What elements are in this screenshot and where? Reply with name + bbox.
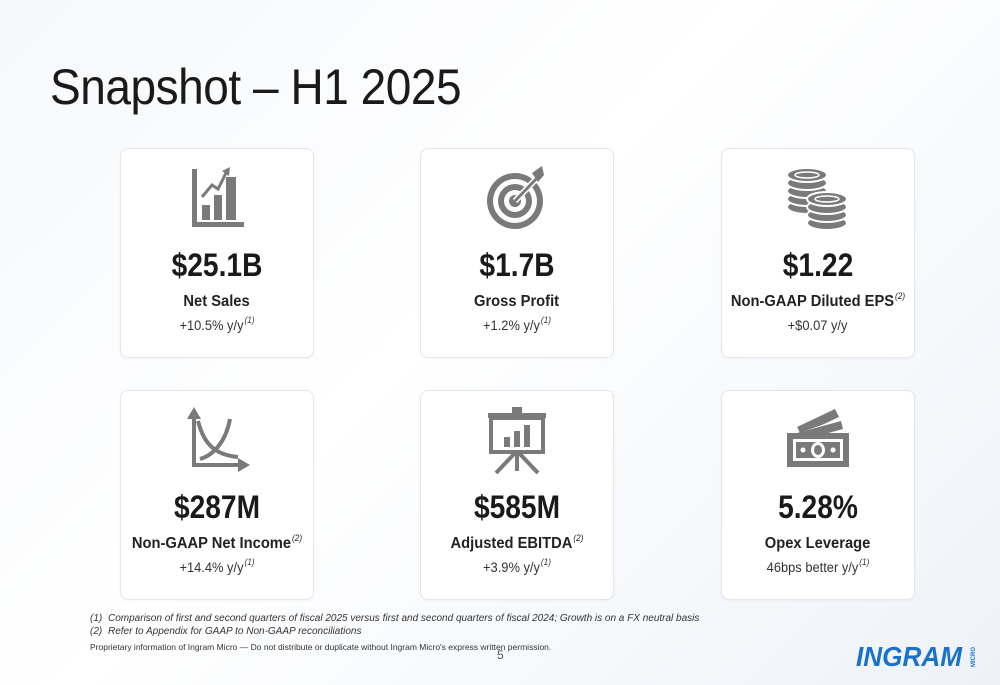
- disclaimer: Proprietary information of Ingram Micro — Do not distribute or duplicate without Ingram Micro's express written permission.: [90, 642, 552, 652]
- cash-bills-icon: [783, 405, 853, 475]
- coins-icon: [783, 163, 853, 233]
- bar-chart-growth-icon: [182, 163, 252, 233]
- footnote-text: Refer to Appendix for GAAP to Non-GAAP reconciliations: [108, 626, 362, 637]
- metric-label: Non-GAAP Diluted EPS: [730, 293, 895, 310]
- metric-footnote-ref: (2): [573, 533, 584, 543]
- metric-label: Net Sales: [183, 293, 250, 310]
- metric-change: 46bps better y/y: [766, 559, 859, 575]
- metric-label: Gross Profit: [474, 293, 560, 310]
- metric-card-adjusted-ebitda: [420, 390, 614, 600]
- metric-label: Non-GAAP Net Income: [131, 535, 292, 552]
- footnote-text: Comparison of first and second quarters of fiscal 2025 versus first and second quarters of fiscal 2024; Growth is on a FX neutral basis: [108, 613, 700, 624]
- metric-card-opex-leverage: [721, 390, 915, 600]
- svg-text:INGRAM: INGRAM: [856, 641, 963, 670]
- svg-text:MICRO: MICRO: [971, 647, 977, 667]
- metric-label: Opex Leverage: [764, 535, 871, 552]
- presentation-board-icon: [482, 405, 552, 475]
- footnote-number: (1): [90, 613, 103, 624]
- metric-change: +3.9% y/y: [483, 559, 540, 575]
- metric-value: $1.7B: [479, 247, 555, 283]
- change-footnote-ref: (1): [540, 315, 551, 325]
- change-footnote-ref: (1): [244, 557, 255, 567]
- metric-value: $1.22: [782, 247, 854, 283]
- footnote-number: (2): [90, 626, 103, 637]
- metric-value: $287M: [173, 489, 261, 525]
- metric-card-diluted-eps: [721, 148, 915, 358]
- ingram-micro-logo: [856, 640, 980, 670]
- footnote-2: [90, 625, 699, 638]
- metric-value: $585M: [473, 489, 561, 525]
- metric-change: +14.4% y/y: [179, 559, 244, 575]
- metric-value: $25.1B: [171, 247, 263, 283]
- change-footnote-ref: (1): [540, 557, 551, 567]
- metric-value: 5.28%: [778, 489, 858, 525]
- metric-card-gross-profit: [420, 148, 614, 358]
- metric-card-net-income: [120, 390, 314, 600]
- change-footnote-ref: (1): [859, 557, 870, 567]
- slide-title: Snapshot – H1 2025: [50, 59, 462, 115]
- target-icon: [482, 163, 552, 233]
- footnotes: [90, 612, 699, 638]
- metric-change: +$0.07 y/y: [787, 317, 848, 333]
- metric-change: +10.5% y/y: [179, 317, 244, 333]
- metric-change: +1.2% y/y: [483, 317, 540, 333]
- curve-chart-icon: [182, 405, 252, 475]
- change-footnote-ref: (1): [244, 315, 255, 325]
- page-number: 5: [497, 648, 504, 662]
- metric-card-net-sales: [120, 148, 314, 358]
- metric-footnote-ref: (2): [292, 533, 303, 543]
- metric-footnote-ref: (2): [895, 291, 906, 301]
- footnote-1: [90, 612, 699, 625]
- metric-label: Adjusted EBITDA: [450, 535, 573, 552]
